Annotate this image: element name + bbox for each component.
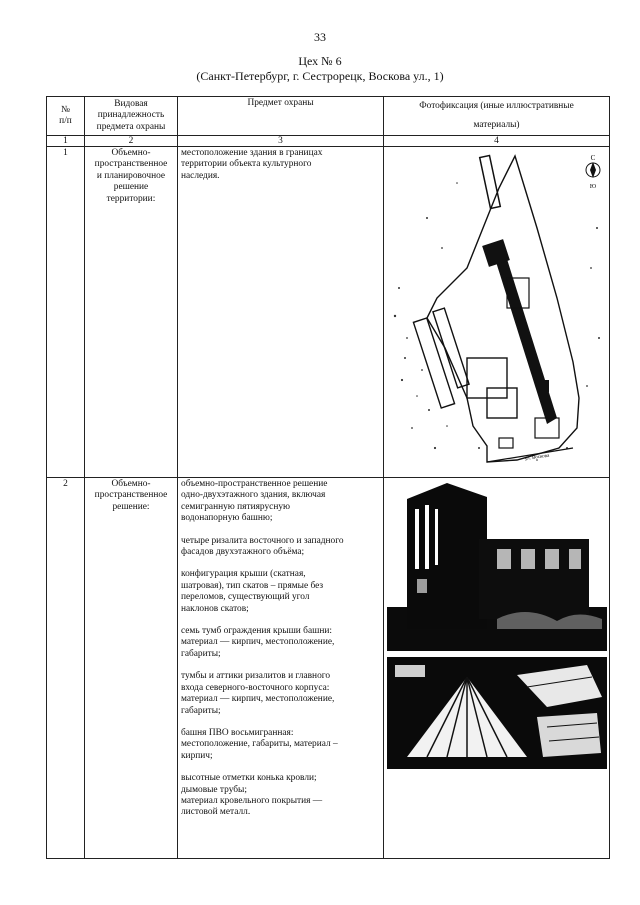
building-outline (499, 438, 513, 448)
subject-paragraph: четыре ризалита восточного и западного фасадов двухэтажного объёма; (181, 535, 344, 558)
row-number: 1 (47, 147, 85, 478)
photo-cell (384, 478, 610, 859)
subject-paragraph: высотные отметки конька кровли; дымовые трубы; материал кровельного покрытия — листовой металл. (181, 773, 323, 818)
building-outline (487, 388, 517, 418)
header-subject: Предмет охраны (178, 97, 384, 136)
site-plan-cell (384, 147, 610, 478)
roof-photo (387, 657, 607, 769)
subject-paragraph: объемно-пространственное решение одно-двухэтажного здания, включая семигранную пятиярусную водонапорную башню; (181, 479, 328, 524)
building-outline (413, 318, 454, 408)
building-outline (433, 308, 469, 388)
row-subject (178, 147, 384, 478)
svg-text:С: С (590, 154, 596, 162)
document-title (0, 54, 640, 84)
protection-table (46, 96, 610, 859)
title-line-2: (Санкт-Петербург, г. Сестрорецк, Воскова ул., 1) (196, 69, 444, 83)
site-plan-image (387, 148, 607, 470)
page-number: 33 (314, 30, 326, 44)
protected-building (491, 240, 557, 424)
subject-paragraph: конфигурация крыши (скатная, шатровая), тип скатов – прямые без переломов, существующий угол наклонов скатов; (181, 569, 324, 614)
row-type: Объемно- пространственное решение: (85, 478, 178, 859)
site-plan-texture (394, 182, 600, 461)
subject-paragraph: башня ПВО восьмигранная: местоположение, габариты, материал – кирпич; (181, 727, 338, 761)
building-outline (480, 156, 501, 209)
table-row (47, 478, 610, 859)
column-number: 3 (178, 136, 384, 147)
table-row (47, 147, 610, 478)
subject-paragraph: местоположение здания в границах территории объекта культурного наследия. (181, 148, 323, 181)
header-number: № п/п (47, 97, 85, 136)
column-number: 2 (85, 136, 178, 147)
street-label: ул. Воскова (524, 453, 550, 462)
row-subject (178, 478, 384, 859)
subject-paragraph: семь тумб ограждения крыши башни: материал — кирпич, местоположение, габариты; (181, 626, 335, 659)
subject-paragraph: тумбы и аттики ризалитов и главного входа северного-восточного корпуса: материал — кирпич, местоположение, габариты; (181, 671, 335, 716)
column-number-row (47, 136, 610, 147)
tower-photo (387, 479, 607, 651)
header-type: Видовая принадлежность предмета охраны (85, 97, 178, 136)
column-number: 1 (47, 136, 85, 147)
column-number: 4 (384, 136, 610, 147)
row-type: Объемно- пространственное и планировочное решение территории: (85, 147, 178, 478)
svg-text:Ю: Ю (589, 184, 597, 190)
title-line-1: Цех № 6 (298, 54, 342, 68)
small-structure (537, 380, 549, 392)
row-number: 2 (47, 478, 85, 859)
north-arrow-icon (586, 154, 600, 190)
table-header-row (47, 97, 610, 136)
header-photo: Фотофиксация (иные иллюстративные материалы) (384, 97, 610, 136)
